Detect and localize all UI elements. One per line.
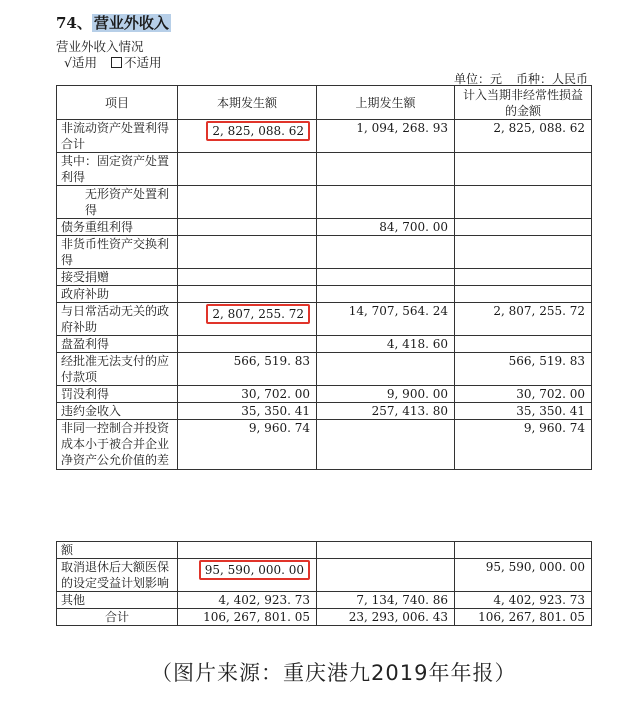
cell-previous: [317, 542, 455, 559]
cell-non-recurring: [455, 269, 592, 286]
table-row: [57, 186, 592, 219]
cell-item: 政府补助: [57, 286, 178, 303]
table-row: [57, 420, 592, 470]
cell-non-recurring: [455, 219, 592, 236]
cell-previous: 9, 900. 00: [317, 386, 455, 403]
table-row: [57, 236, 592, 269]
header-non-recurring: 计入当期非经常性损益的金额: [455, 86, 592, 120]
table-row: [57, 219, 592, 236]
cell-current: [178, 542, 317, 559]
table-row: [57, 609, 592, 626]
cell-item: 额: [57, 542, 178, 559]
table-row: [57, 592, 592, 609]
cell-current: 9, 960. 74: [178, 420, 317, 470]
table-row: [57, 403, 592, 420]
cell-item: 取消退休后大额医保的设定受益计划影响: [57, 559, 178, 592]
cell-previous: [317, 559, 455, 592]
cell-current: 566, 519. 83: [178, 353, 317, 386]
table-row: [57, 386, 592, 403]
cell-current: [178, 120, 317, 153]
header-previous: 上期发生额: [317, 86, 455, 120]
cell-item: 其他: [57, 592, 178, 609]
cell-non-recurring: 2, 807, 255. 72: [455, 303, 592, 336]
income-table-top: [56, 85, 592, 470]
cell-current: [178, 303, 317, 336]
table-row: [57, 559, 592, 592]
section-heading: [56, 12, 171, 33]
cell-item: 接受捐赠: [57, 269, 178, 286]
cell-non-recurring: 4, 402, 923. 73: [455, 592, 592, 609]
cell-previous: 14, 707, 564. 24: [317, 303, 455, 336]
cell-non-recurring: 95, 590, 000. 00: [455, 559, 592, 592]
table-row: [57, 303, 592, 336]
cell-non-recurring: [455, 153, 592, 186]
cell-current: 4, 402, 923. 73: [178, 592, 317, 609]
cell-non-recurring: 35, 350. 41: [455, 403, 592, 420]
cell-previous: [317, 353, 455, 386]
cell-item: 无形资产处置利得: [57, 186, 178, 219]
table-row: [57, 286, 592, 303]
cell-item: 合计: [57, 609, 178, 626]
unit-label: 单位：元: [453, 72, 502, 86]
cell-non-recurring: [455, 286, 592, 303]
header-item: 项目: [57, 86, 178, 120]
cell-previous: 23, 293, 006. 43: [317, 609, 455, 626]
cell-non-recurring: [455, 186, 592, 219]
cell-current: [178, 336, 317, 353]
cell-current: 30, 702. 00: [178, 386, 317, 403]
applicable-option: √适用: [64, 55, 97, 70]
cell-current: [178, 286, 317, 303]
cell-item: 债务重组利得: [57, 219, 178, 236]
section-number: 74、: [56, 14, 92, 32]
income-table-bottom: [56, 541, 592, 626]
cell-non-recurring: 30, 702. 00: [455, 386, 592, 403]
cell-previous: 84, 700. 00: [317, 219, 455, 236]
cell-previous: 1, 094, 268. 93: [317, 120, 455, 153]
cell-current: 106, 267, 801. 05: [178, 609, 317, 626]
cell-current: [178, 236, 317, 269]
cell-previous: [317, 153, 455, 186]
cell-current: 35, 350. 41: [178, 403, 317, 420]
cell-current: [178, 559, 317, 592]
table-row: [57, 153, 592, 186]
cell-previous: 7, 134, 740. 86: [317, 592, 455, 609]
cell-previous: [317, 269, 455, 286]
cell-item: 非同一控制合并投资成本小于被合并企业净资产公允价值的差: [57, 420, 178, 470]
not-applicable-option: 不适用: [123, 55, 162, 70]
cell-non-recurring: 106, 267, 801. 05: [455, 609, 592, 626]
cell-item: 罚没利得: [57, 386, 178, 403]
section-title: 营业外收入: [93, 14, 169, 32]
image-source-caption: （图片来源：重庆港九2019年年报）: [151, 661, 517, 685]
cell-non-recurring: 566, 519. 83: [455, 353, 592, 386]
cell-current: [178, 153, 317, 186]
header-current: 本期发生额: [178, 86, 317, 120]
highlighted-value: 95, 590, 000. 00: [199, 560, 310, 580]
currency-label: 币种：人民币: [515, 72, 588, 86]
cell-item: 盘盈利得: [57, 336, 178, 353]
cell-previous: [317, 236, 455, 269]
cell-non-recurring: [455, 336, 592, 353]
cell-previous: [317, 420, 455, 470]
cell-previous: 4, 418. 60: [317, 336, 455, 353]
applicability-line: [64, 53, 161, 71]
cell-item: 非流动资产处置利得合计: [57, 120, 178, 153]
cell-previous: [317, 286, 455, 303]
cell-non-recurring: [455, 236, 592, 269]
table-row: [57, 336, 592, 353]
cell-current: [178, 186, 317, 219]
cell-non-recurring: [455, 542, 592, 559]
table-row: [57, 120, 592, 153]
cell-item: 其中：固定资产处置利得: [57, 153, 178, 186]
cell-previous: [317, 186, 455, 219]
unchecked-box-icon: [111, 57, 122, 68]
table-row: [57, 542, 592, 559]
cell-non-recurring: 9, 960. 74: [455, 420, 592, 470]
cell-item: 与日常活动无关的政府补助: [57, 303, 178, 336]
cell-current: [178, 219, 317, 236]
cell-item: 经批准无法支付的应付款项: [57, 353, 178, 386]
subtitle: 营业外收入情况: [56, 39, 144, 54]
cell-non-recurring: 2, 825, 088. 62: [455, 120, 592, 153]
highlighted-value: 2, 807, 255. 72: [206, 304, 310, 324]
cell-previous: 257, 413. 80: [317, 403, 455, 420]
table-row: [57, 353, 592, 386]
cell-current: [178, 269, 317, 286]
highlighted-value: 2, 825, 088. 62: [206, 121, 310, 141]
cell-item: 非货币性资产交换利得: [57, 236, 178, 269]
cell-item: 违约金收入: [57, 403, 178, 420]
table-row: [57, 269, 592, 286]
